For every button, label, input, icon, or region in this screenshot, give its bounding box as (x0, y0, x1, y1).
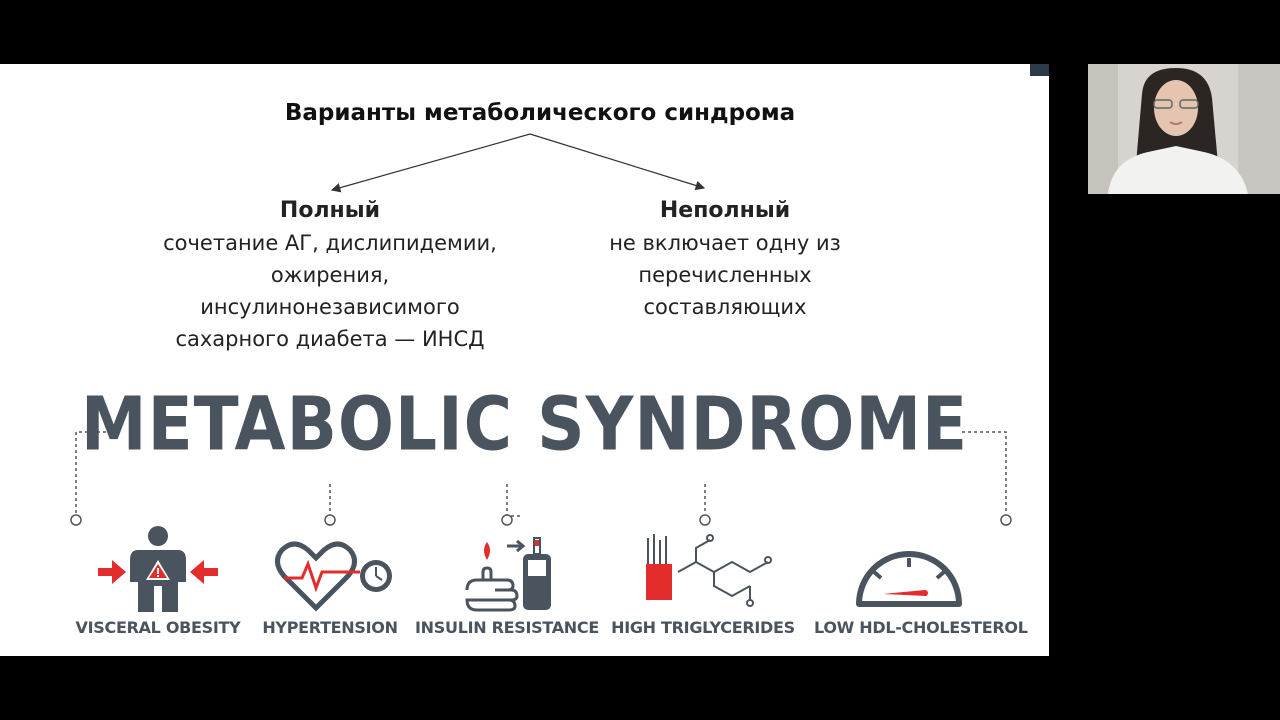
factor-hypertension (235, 524, 425, 637)
desc-line: сахарного диабета — ИНСД (175, 327, 485, 351)
metabolic-syndrome-banner: METABOLIC SYNDROME (80, 381, 969, 468)
slide-title: Варианты метаболического синдрома (284, 100, 796, 126)
factor-high-triglycerides (608, 524, 798, 637)
desc-line: перечисленных (638, 263, 812, 287)
desc-line: сочетание АГ, дислипидемии, (163, 231, 497, 255)
variant-partial-title: Неполный (659, 198, 791, 223)
visceral-obesity-icon (78, 524, 238, 614)
factor-low-hdl-cholesterol (814, 524, 1028, 637)
factor-label: HIGH TRIGLYCERIDES (611, 618, 795, 637)
factor-insulin-resistance (412, 524, 602, 637)
factor-visceral-obesity (63, 524, 253, 637)
desc-line: ожирения, (270, 263, 390, 287)
triglyceride-molecule-icon (618, 524, 788, 614)
factor-label: HYPERTENSION (262, 618, 398, 637)
factor-label: INSULIN RESISTANCE (415, 618, 599, 637)
variant-full-title: Полный (279, 198, 381, 223)
slide-corner-mark (1030, 64, 1049, 76)
presenter-webcam (1088, 64, 1280, 194)
glucose-meter-icon (427, 524, 587, 614)
gauge-icon (829, 524, 989, 614)
desc-line: инсулинонезависимого (200, 295, 460, 319)
heart-pulse-icon (250, 524, 410, 614)
desc-line: составляющих (643, 295, 807, 319)
factor-label: VISCERAL OBESITY (75, 618, 241, 637)
desc-line: не включает одну из (609, 231, 841, 255)
presenter-video (1088, 64, 1280, 194)
factor-label: LOW HDL-CHOLESTEROL (814, 618, 1028, 637)
presentation-slide (0, 64, 1049, 656)
